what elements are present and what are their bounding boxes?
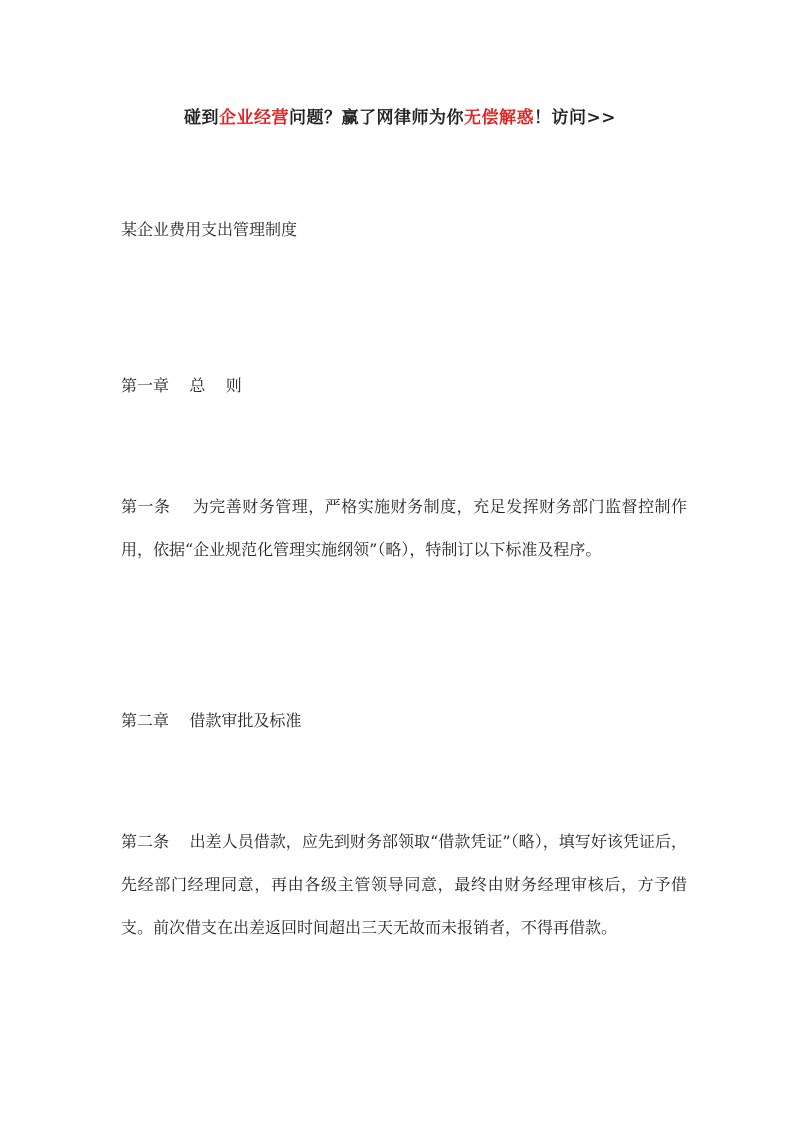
banner-text-visit: ！访问>> <box>534 108 616 128</box>
promo-banner-link[interactable] <box>0 103 800 128</box>
banner-highlight-business: 企业经营 <box>219 108 289 128</box>
chapter-2-label: 第二章 <box>121 711 170 730</box>
document-title: 某企业费用支出管理制度 <box>121 220 298 239</box>
article-1-text: 为完善财务管理，严格实施财务制度，充足发挥财务部门监督控制作用，依据“企业规范化管理实施纲领”（略），特制订以下标准及程序。 <box>121 497 687 559</box>
chapter-2-title: 借款审批及标准 <box>189 711 302 730</box>
chapter-1-label: 第一章 <box>121 376 170 395</box>
article-2-text: 出差人员借款，应先到财务部领取“借款凭证”（略），填写好该凭证后，先经部门经理同意，再由各级主管领导同意，最终由财务经理审核后，方予借支。前次借支在出差返回时间超出三天无故而未报销者，不得再借款。 <box>121 832 687 937</box>
article-1-paragraph <box>121 485 687 571</box>
chapter-1-title: 总 则 <box>189 376 242 395</box>
article-1-label: 第一条 <box>121 497 171 516</box>
article-2-paragraph <box>121 820 687 949</box>
banner-text-2: 问题？赢了网律师为你 <box>289 108 464 128</box>
article-2-label: 第二条 <box>121 832 170 851</box>
chapter-2-heading <box>121 708 301 731</box>
banner-text-1: 碰到 <box>184 108 219 128</box>
chapter-1-heading <box>121 373 242 396</box>
banner-highlight-free: 无偿解惑 <box>464 108 534 128</box>
